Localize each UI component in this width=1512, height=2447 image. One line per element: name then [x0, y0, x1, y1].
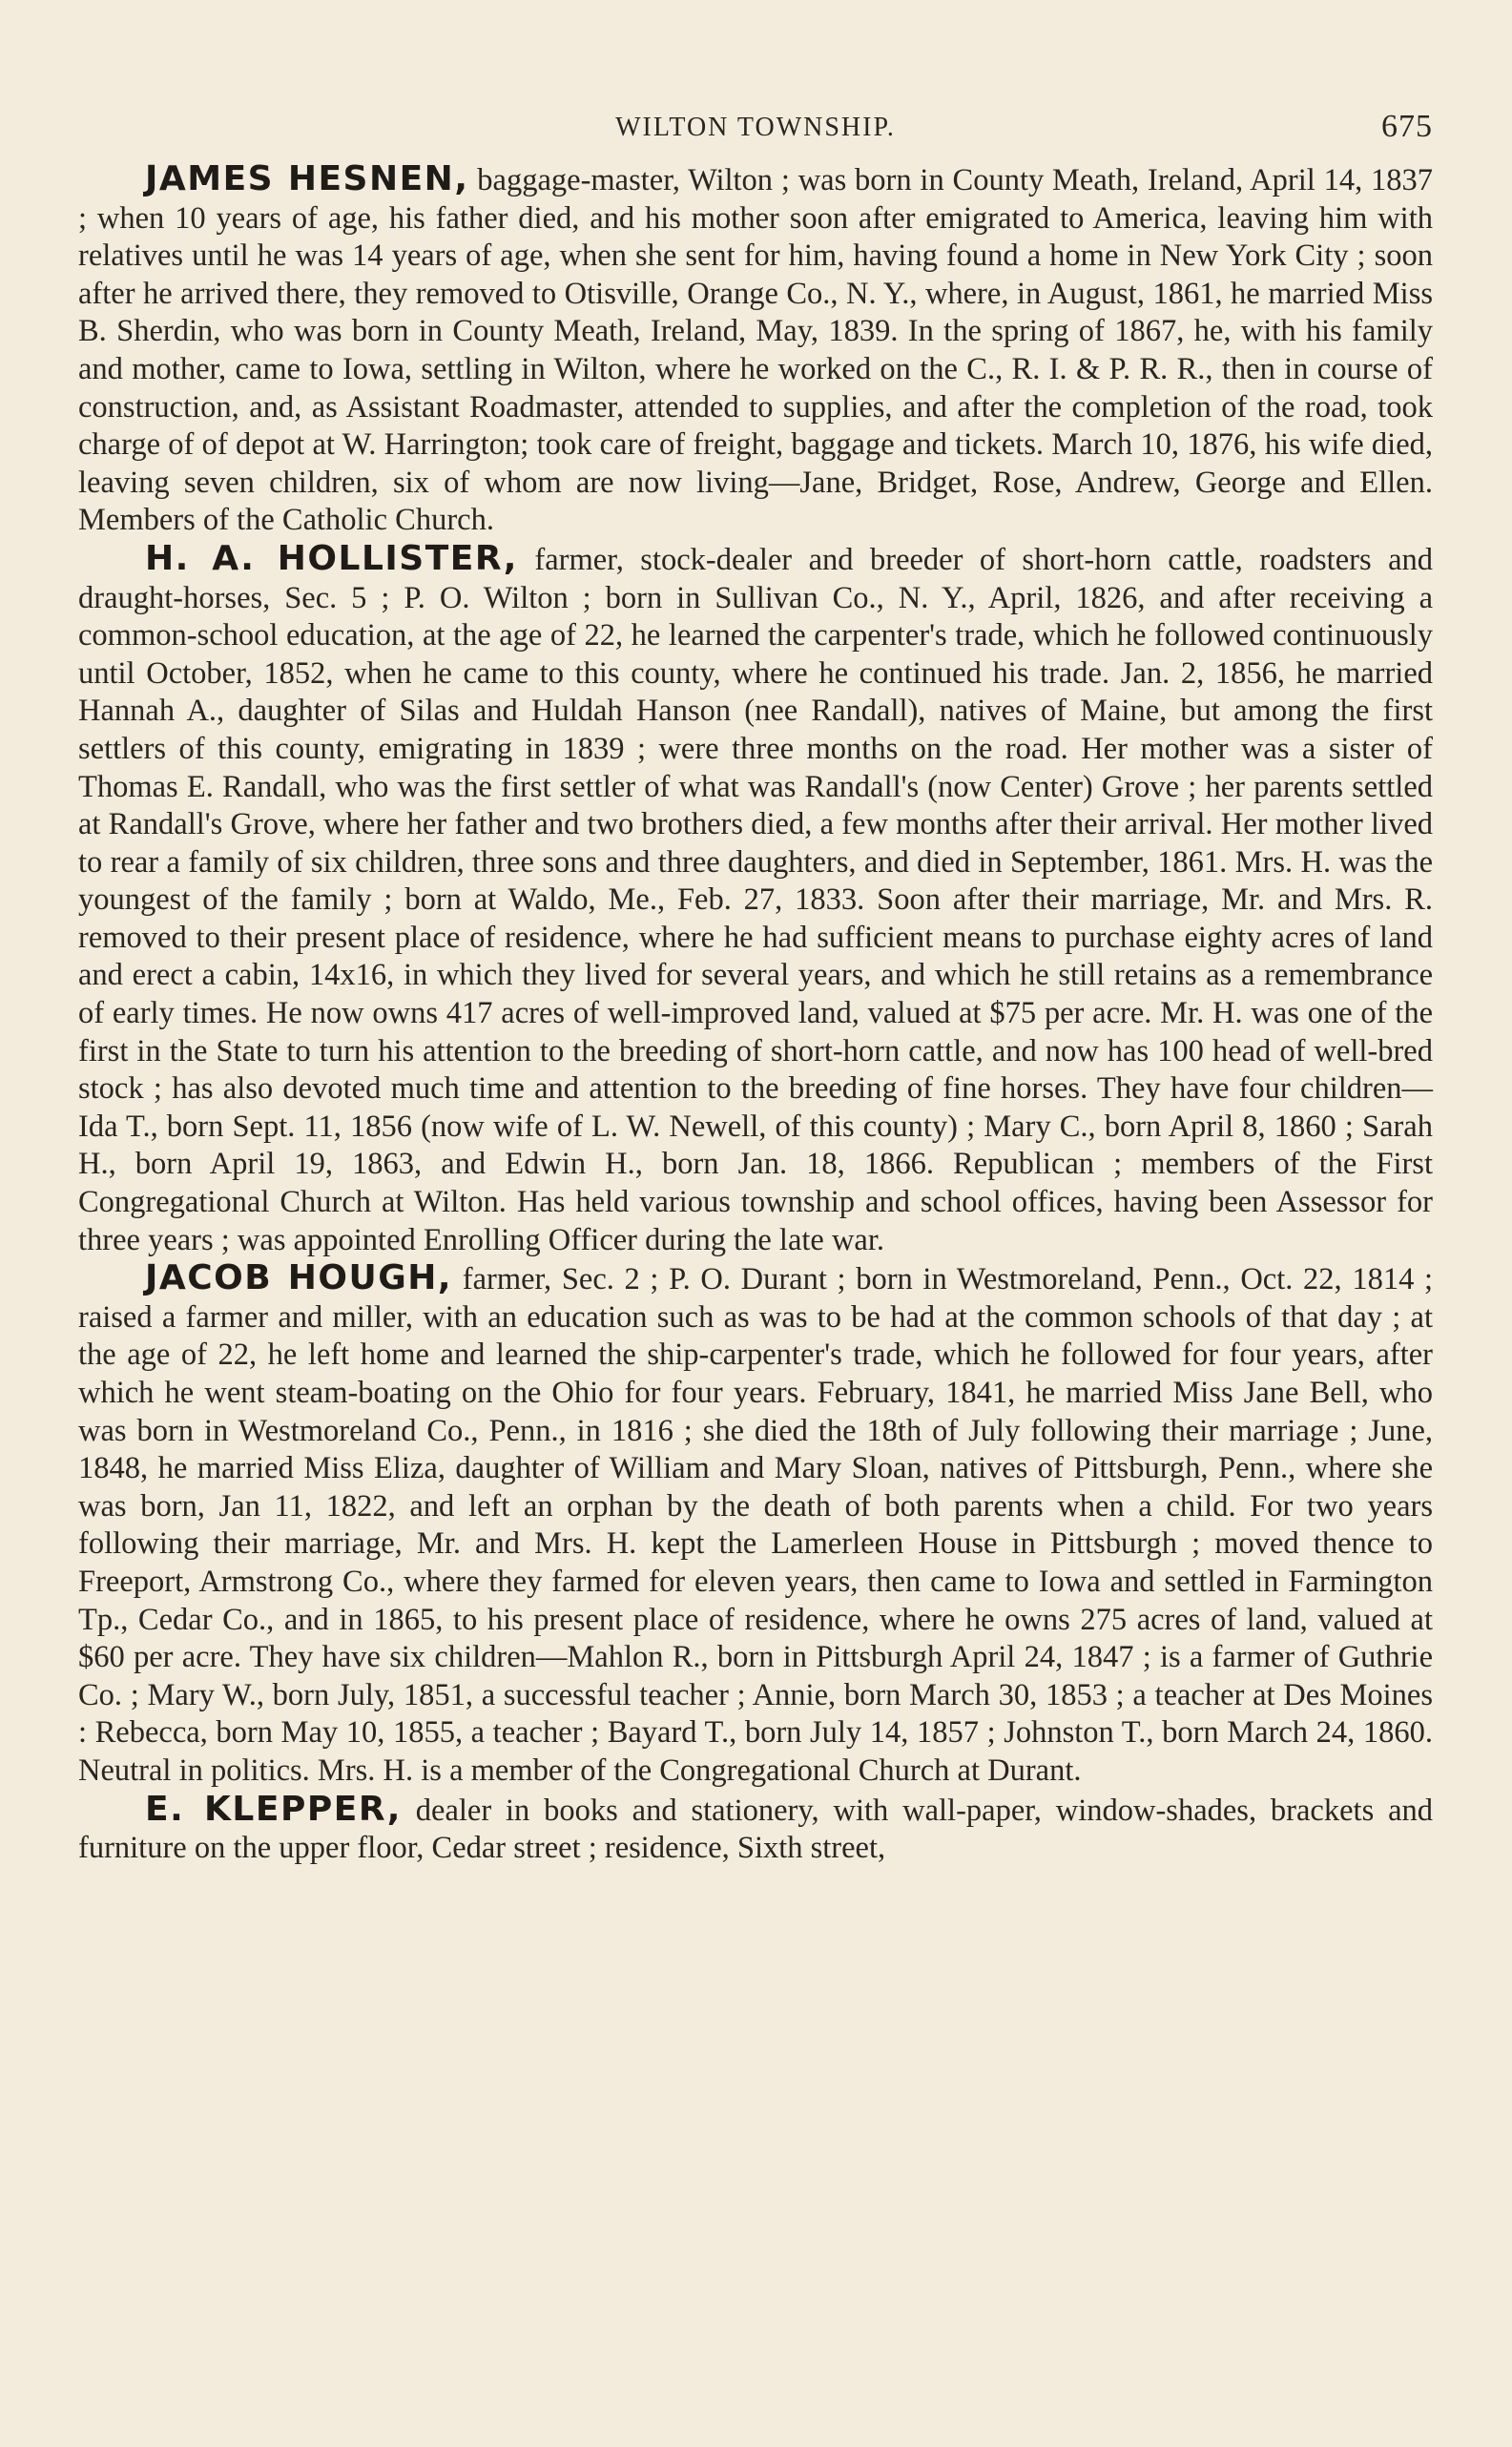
page-number: 675 — [1381, 109, 1433, 144]
running-head — [78, 103, 1433, 160]
entry-name: E. KLEPPER, — [145, 1789, 402, 1829]
running-title: WILTON TOWNSHIP. — [615, 113, 896, 142]
biography-entry-hesnen — [78, 160, 1433, 540]
biography-entry-hollister — [78, 540, 1433, 1259]
book-page — [78, 103, 1433, 1868]
entry-text: dealer in books and stationery, with wall-paper, window-shades, brackets and furniture on the upper floor, Cedar street ; residence, Sixth street, — [78, 1793, 1433, 1866]
entry-text: farmer, Sec. 2 ; P. O. Durant ; born in Westmoreland, Penn., Oct. 22, 1814 ; raised a farmer and miller, with an education such as was to be had at the common schools of that day ; at the age of 22, he left home and learned the ship-carpenter's trade, which he followed for four years, after which he went steam-boating on the Ohio for four years. February, 1841, he married Miss Jane Bell, who was born in Westmoreland Co., Penn., in 1816 ; she died the 18th of July following their marriage ; June, 1848, he married Miss Eliza, daughter of William and Mary Sloan, natives of Pittsburgh, Penn., where she was born, Jan 11, 1822, and left an orphan by the death of both parents when a child. For two years following their marriage, Mr. and Mrs. H. kept the Lamerleen House in Pittsburgh ; moved thence to Freeport, Armstrong Co., where they farmed for eleven years, then came to Iowa and settled in Farmington Tp., Cedar Co., and in 1865, to his present place of residence, where he owns 275 acres of land, valued at $60 per acre. They have six children—Mahlon R., born in Pittsburgh April 24, 1847 ; is a farmer of Guthrie Co. ; Mary W., born July, 1851, a successful teacher ; Annie, born March 30, 1853 ; a teacher at Des Moines : Rebecca, born May 10, 1855, a teacher ; Bayard T., born July 14, 1857 ; Johnston T., born March 24, 1860. Neutral in politics. Mrs. H. is a member of the Congregational Church at Durant. — [78, 1262, 1433, 1788]
entry-name: JACOB HOUGH, — [145, 1258, 453, 1298]
entry-name: H. A. HOLLISTER, — [145, 538, 518, 578]
biography-entry-klepper — [78, 1791, 1433, 1868]
entry-text: farmer, stock-dealer and breeder of short-horn cattle, roadsters and draught-horses, Sec. 5 ; P. O. Wilton ; born in Sullivan Co., N. Y., April, 1826, and after receiving a common-school education, at the age of 22, he learned the carpenter's trade, which he followed continuously until October, 1852, when he came to this county, where he continued his trade. Jan. 2, 1856, he married Hannah A., daughter of Silas and Huldah Hanson (nee Randall), natives of Maine, but among the first settlers of this county, emigrating in 1839 ; were three months on the road. Her mother was a sister of Thomas E. Randall, who was the first settler of what was Randall's (now Center) Grove ; her parents settled at Randall's Grove, where her father and two brothers died, a few months after their arrival. Her mother lived to rear a family of six children, three sons and three daughters, and died in September, 1861. Mrs. H. was the youngest of the family ; born at Waldo, Me., Feb. 27, 1833. Soon after their marriage, Mr. and Mrs. R. removed to their present place of residence, where he had sufficient means to purchase eighty acres of land and erect a cabin, 14x16, in which they lived for several years, and which he still retains as a remembrance of early times. He now owns 417 acres of well-improved land, valued at $75 per acre. Mr. H. was one of the first in the State to turn his attention to the breeding of short-horn cattle, and now has 100 head of well-bred stock ; has also devoted much time and attention to the breeding of fine horses. They have four children—Ida T., born Sept. 11, 1856 (now wife of L. W. Newell, of this county) ; Mary C., born April 8, 1860 ; Sarah H., born April 19, 1863, and Edwin H., born Jan. 18, 1866. Republican ; members of the First Congregational Church at Wilton. Has held various township and school offices, having been Assessor for three years ; was appointed Enrolling Officer during the late war. — [78, 542, 1433, 1257]
entry-name: JAMES HESNEN, — [145, 159, 469, 198]
entry-text: baggage-master, Wilton ; was born in County Meath, Ireland, April 14, 1837 ; when 10 years of age, his father died, and his mother soon after emigrated to America, leaving him with relatives until he was 14 years of age, when she sent for him, having found a home in New York City ; soon after he arrived there, they removed to Otisville, Orange Co., N. Y., where, in August, 1861, he married Miss B. Sherdin, who was born in County Meath, Ireland, May, 1839. In the spring of 1867, he, with his family and mother, came to Iowa, settling in Wilton, where he worked on the C., R. I. & P. R. R., then in course of construction, and, as Assistant Roadmaster, attended to supplies, and after the completion of the road, took charge of of depot at W. Harrington; took care of freight, baggage and tickets. March 10, 1876, his wife died, leaving seven children, six of whom are now living—Jane, Bridget, Rose, Andrew, George and Ellen. Members of the Catholic Church. — [78, 163, 1434, 538]
biography-entry-hough — [78, 1259, 1433, 1790]
